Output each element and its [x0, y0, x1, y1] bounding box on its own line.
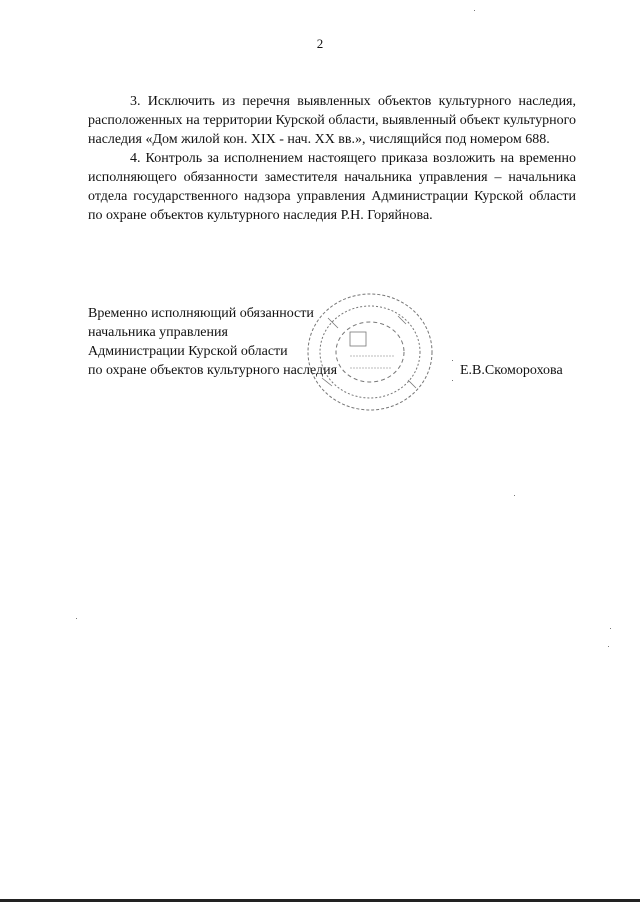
- signatory-title-line-1: Временно исполняющий обязанности: [88, 306, 314, 321]
- scan-speck: [474, 10, 475, 11]
- official-seal-stamp: [298, 288, 438, 416]
- signatory-title-line-2: начальника управления: [88, 325, 228, 340]
- scan-speck: [452, 380, 453, 381]
- paragraph-3-exclude-object: 3. Исключить из перечня выявленных объектов культурного наследия, расположенных на территории Курской области, выявленный объект культурного наследия «Дом жилой кон. XIX - нач. XX вв.», числящийся под номером 688.: [88, 94, 576, 147]
- page-number: 2: [316, 36, 324, 51]
- scan-speck: [452, 360, 453, 361]
- scan-speck: [608, 646, 609, 647]
- signatory-name: Е.В.Скоморохова: [460, 363, 563, 378]
- scan-speck: [514, 495, 515, 496]
- signatory-title-line-3: Администрации Курской области: [88, 344, 288, 359]
- scan-speck: [610, 628, 611, 629]
- scan-speck: [76, 618, 77, 619]
- scan-bottom-edge: [0, 899, 640, 902]
- document-body: [88, 92, 576, 225]
- signatory-title-line-4: по охране объектов культурного наследия: [88, 363, 338, 378]
- paragraph-4-control-assignment: 4. Контроль за исполнением настоящего приказа возложить на временно исполняющего обязанности заместителя начальника управления – начальника отдела государственного надзора управления Администрации Курской области по охране объектов культурного наследия Р.Н. Горяйнова.: [88, 151, 576, 223]
